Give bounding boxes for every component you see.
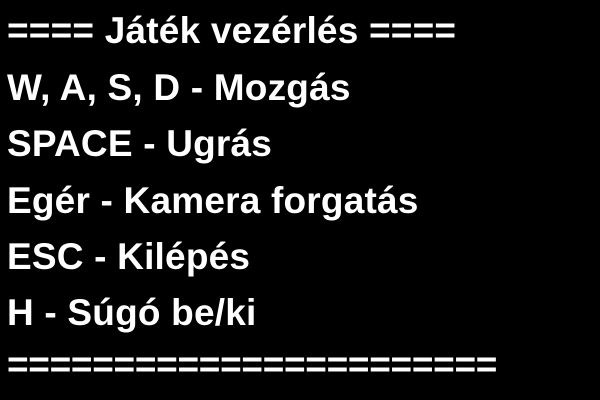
control-jump: SPACE - Ugrás xyxy=(7,123,273,164)
control-help-toggle: H - Súgó be/ki xyxy=(7,292,257,333)
help-footer: ======================= xyxy=(7,344,498,385)
control-camera: Egér - Kamera forgatás xyxy=(7,180,419,221)
help-header: ==== Játék vezérlés ==== xyxy=(7,10,457,51)
control-exit: ESC - Kilépés xyxy=(7,236,251,277)
control-move: W, A, S, D - Mozgás xyxy=(7,67,351,108)
controls-help-overlay xyxy=(7,0,597,400)
